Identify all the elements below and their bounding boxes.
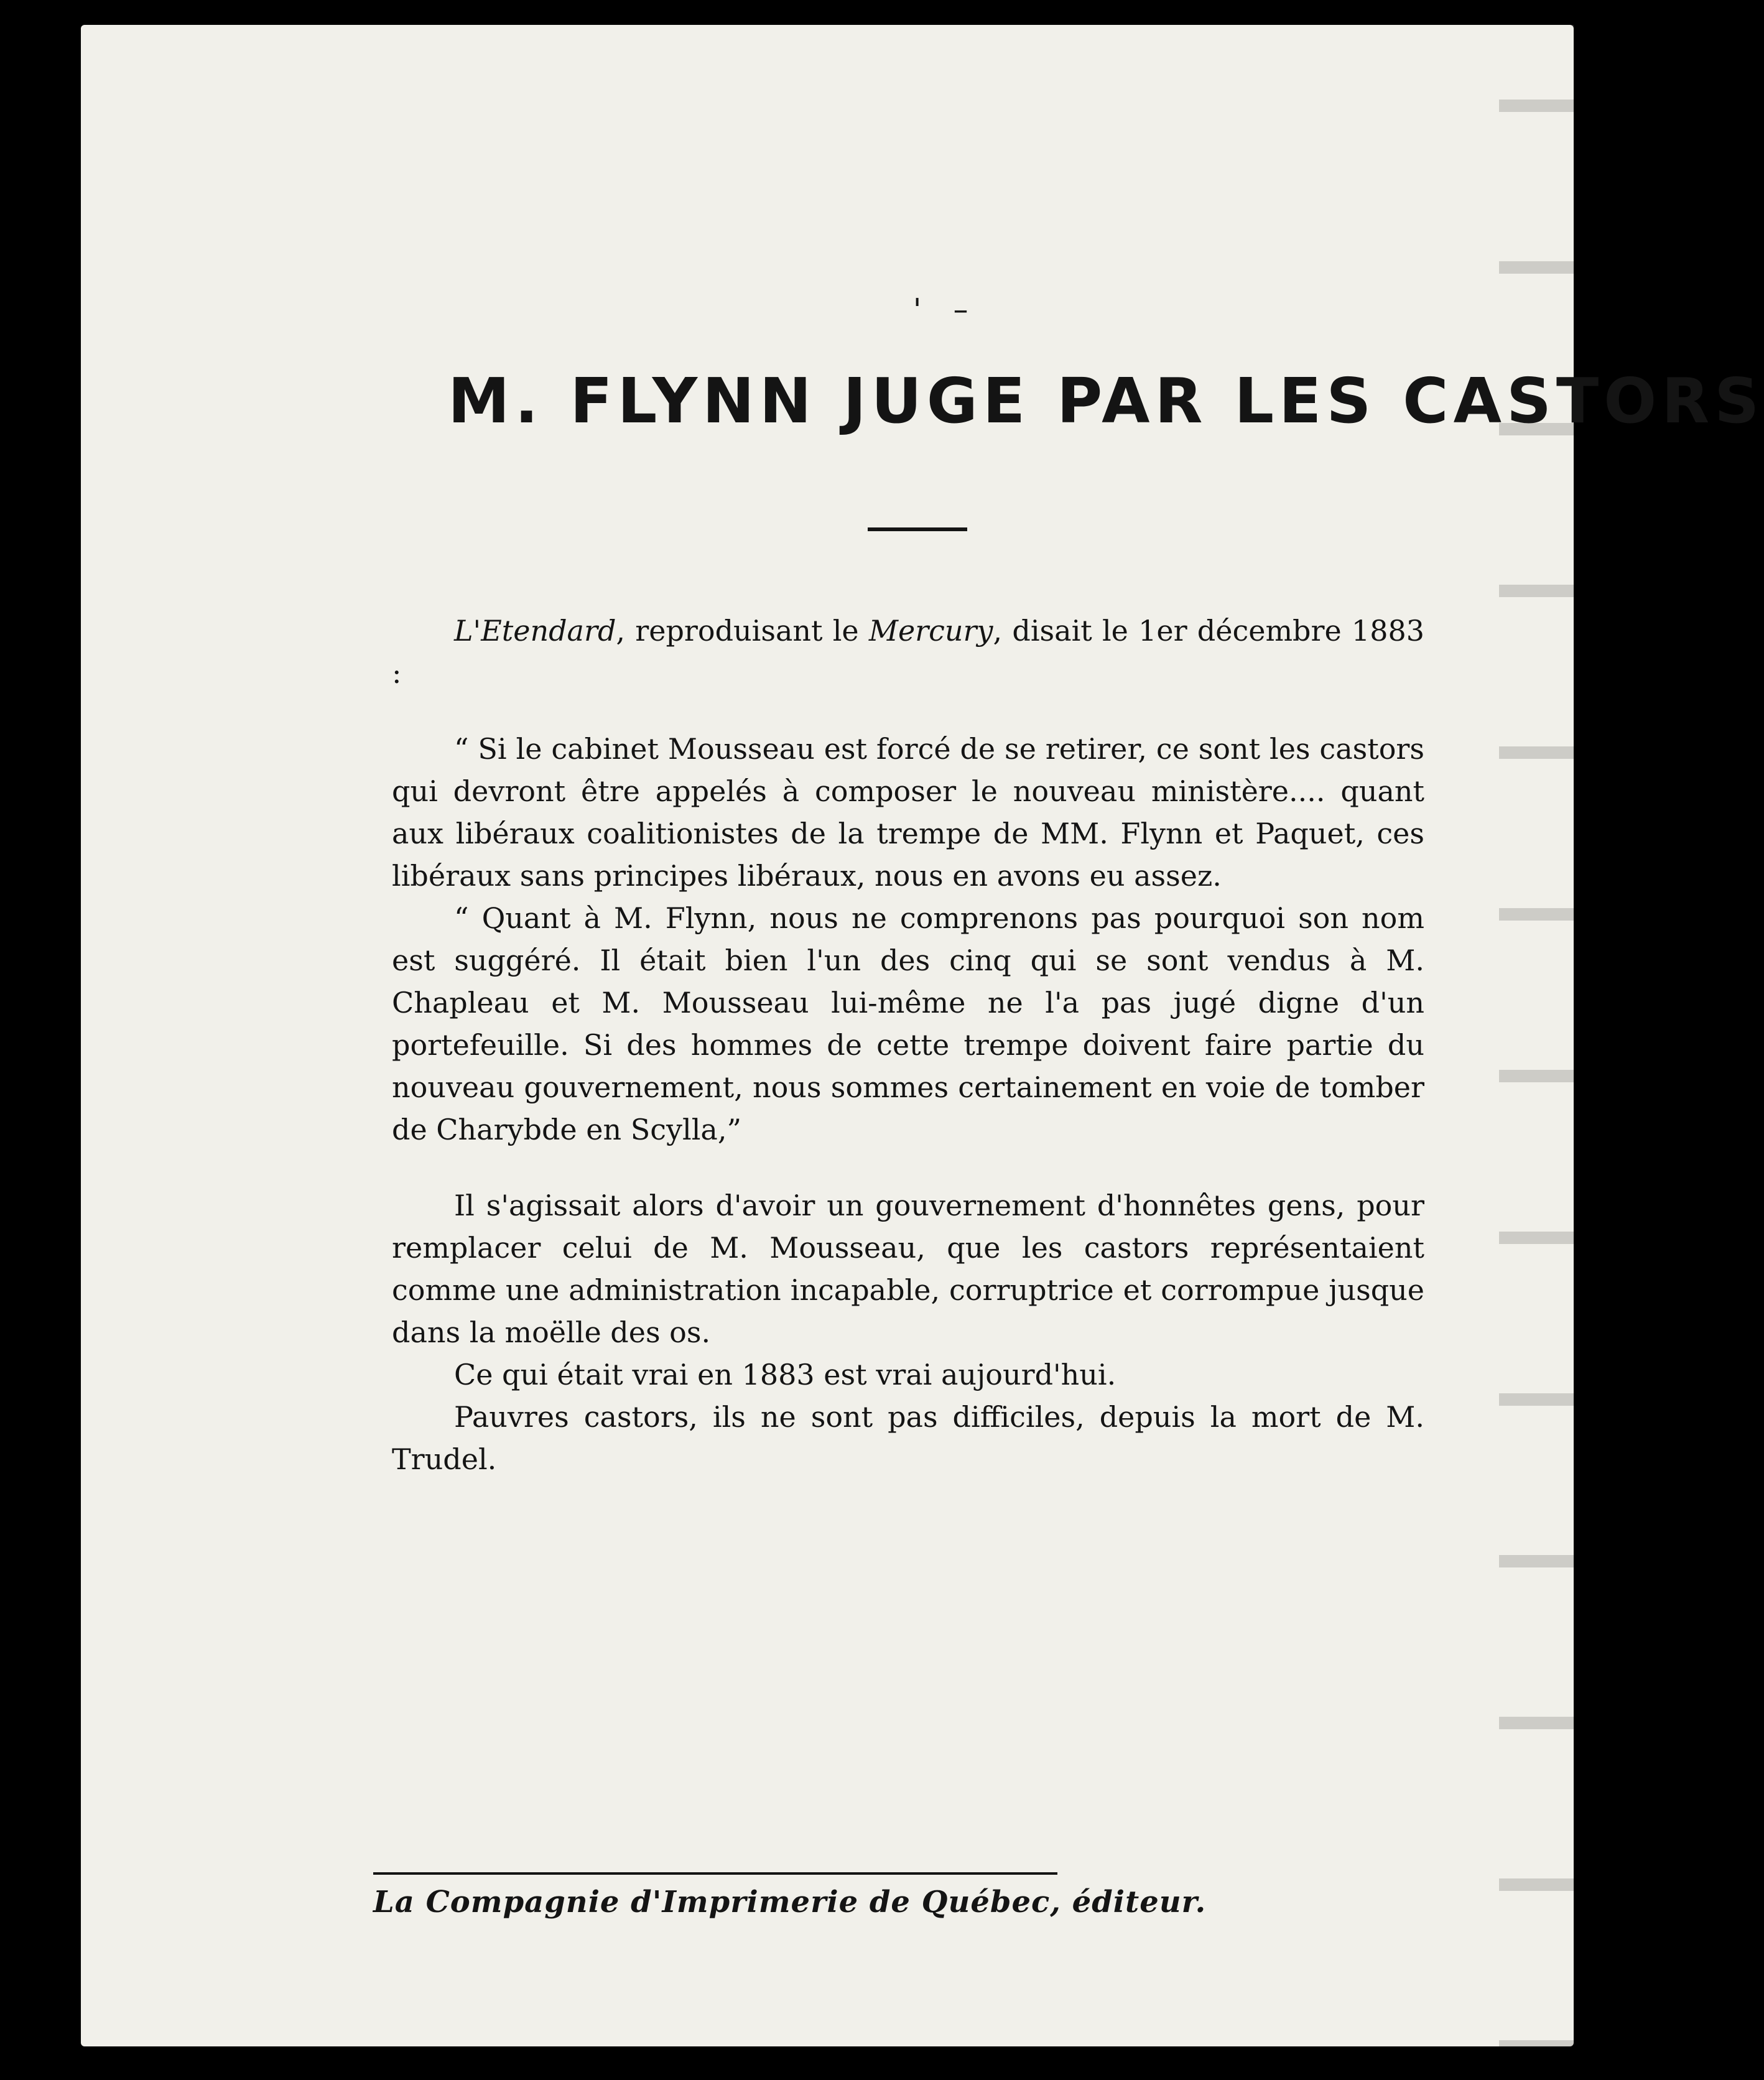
source-paper-name: L'Etendard — [454, 614, 616, 648]
intro-text-b: , disait le 1er décembre 1883 : — [392, 614, 1424, 690]
top-mark: ' – — [913, 292, 980, 327]
spacer — [392, 1151, 1424, 1184]
commentary-paragraph: Il s'agissait alors d'avoir un gouvernement d'honnêtes gens, pour remplacer celui de M. Mousseau, que les castors représentaient comme une administration incapable, corruptrice et corrompue jusque dans la moëlle des os. — [392, 1189, 1424, 1349]
quote-paragraph: “ Quant à M. Flynn, nous ne comprenons pas pourquoi son nom est suggéré. Il était bien l'un des cinq qui se sont vendus à M. Chapleau et M. Mousseau lui-même ne l'a pas jugé digne d'un portefeuille. Si des hommes de cette trempe doivent faire partie du nouveau gouvernement, nous sommes certainement en voie de tomber de Charybde en Scylla,” — [392, 901, 1424, 1146]
title-rule — [868, 527, 967, 531]
body-text — [392, 610, 1424, 1480]
intro-paragraph — [392, 610, 1424, 694]
printer-imprint: La Compagnie d'Imprimerie de Québec, éditeur. — [373, 1885, 1207, 1920]
intro-text-a: , reproduisant le — [616, 614, 869, 648]
torn-edge — [1499, 25, 1574, 2046]
commentary-paragraph: Ce qui était vrai en 1883 est vrai aujourd'hui. — [454, 1358, 1116, 1391]
document-title: M. FLYNN JUGE PAR LES CASTORS — [448, 364, 1764, 437]
spacer — [392, 694, 1424, 728]
quote-paragraph: “ Si le cabinet Mousseau est forcé de se retirer, ce sont les castors qui devront être appelés à composer le nouveau ministère.... quant aux libéraux coalitionistes de la trempe de MM. Flynn et Paquet, ces libéraux sans principes libéraux, nous en avons eu assez. — [392, 732, 1424, 893]
footer-rule — [373, 1872, 1057, 1875]
commentary-paragraph: Pauvres castors, ils ne sont pas difficiles, depuis la mort de M. Trudel. — [392, 1400, 1424, 1476]
quoted-paper-name: Mercury — [868, 614, 993, 648]
